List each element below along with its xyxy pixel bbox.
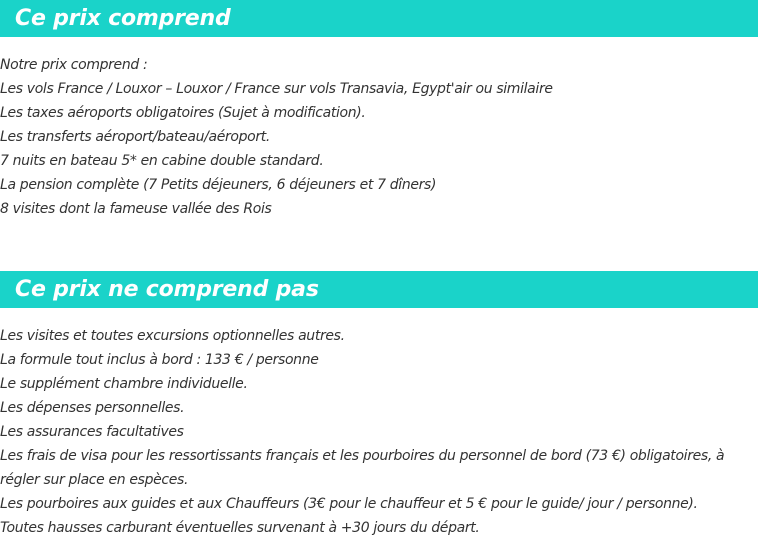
excluded-item: Les pourboires aux guides et aux Chauffeurs (3€ pour le chauffeur et 5 € pour le guide/ jour / personne). xyxy=(0,496,698,512)
included-item: Les transferts aéroport/bateau/aéroport. xyxy=(0,129,271,145)
included-item: 8 visites dont la fameuse vallée des Rois xyxy=(0,201,272,217)
included-item: Les taxes aéroports obligatoires (Sujet à modification). xyxy=(0,105,366,121)
section-title-included-text: Ce prix comprend xyxy=(15,6,231,31)
section-title-excluded xyxy=(0,271,758,308)
excluded-item: La formule tout inclus à bord : 133 € / personne xyxy=(0,352,319,368)
included-item: La pension complète (7 Petits déjeuners, 6 déjeuners et 7 dîners) xyxy=(0,177,437,193)
excluded-items-list xyxy=(0,324,752,540)
excluded-item: Toutes hausses carburant éventuelles survenant à +30 jours du départ. xyxy=(0,520,480,536)
excluded-item: Les assurances facultatives xyxy=(0,424,184,440)
excluded-item: Les dépenses personnelles. xyxy=(0,400,185,416)
section-title-included xyxy=(0,0,758,37)
included-items-list xyxy=(0,53,752,221)
included-item: Les vols France / Louxor – Louxor / France sur vols Transavia, Egypt'air ou similaire xyxy=(0,81,553,97)
excluded-item: Le supplément chambre individuelle. xyxy=(0,376,248,392)
included-item: 7 nuits en bateau 5* en cabine double standard. xyxy=(0,153,324,169)
included-item: Notre prix comprend : xyxy=(0,57,148,73)
section-title-excluded-text: Ce prix ne comprend pas xyxy=(15,277,319,302)
excluded-item: Les frais de visa pour les ressortissants français et les pourboires du personnel de bord (73 €) obligatoires, à régler sur place en espèces. xyxy=(0,448,725,488)
excluded-item: Les visites et toutes excursions optionnelles autres. xyxy=(0,328,345,344)
